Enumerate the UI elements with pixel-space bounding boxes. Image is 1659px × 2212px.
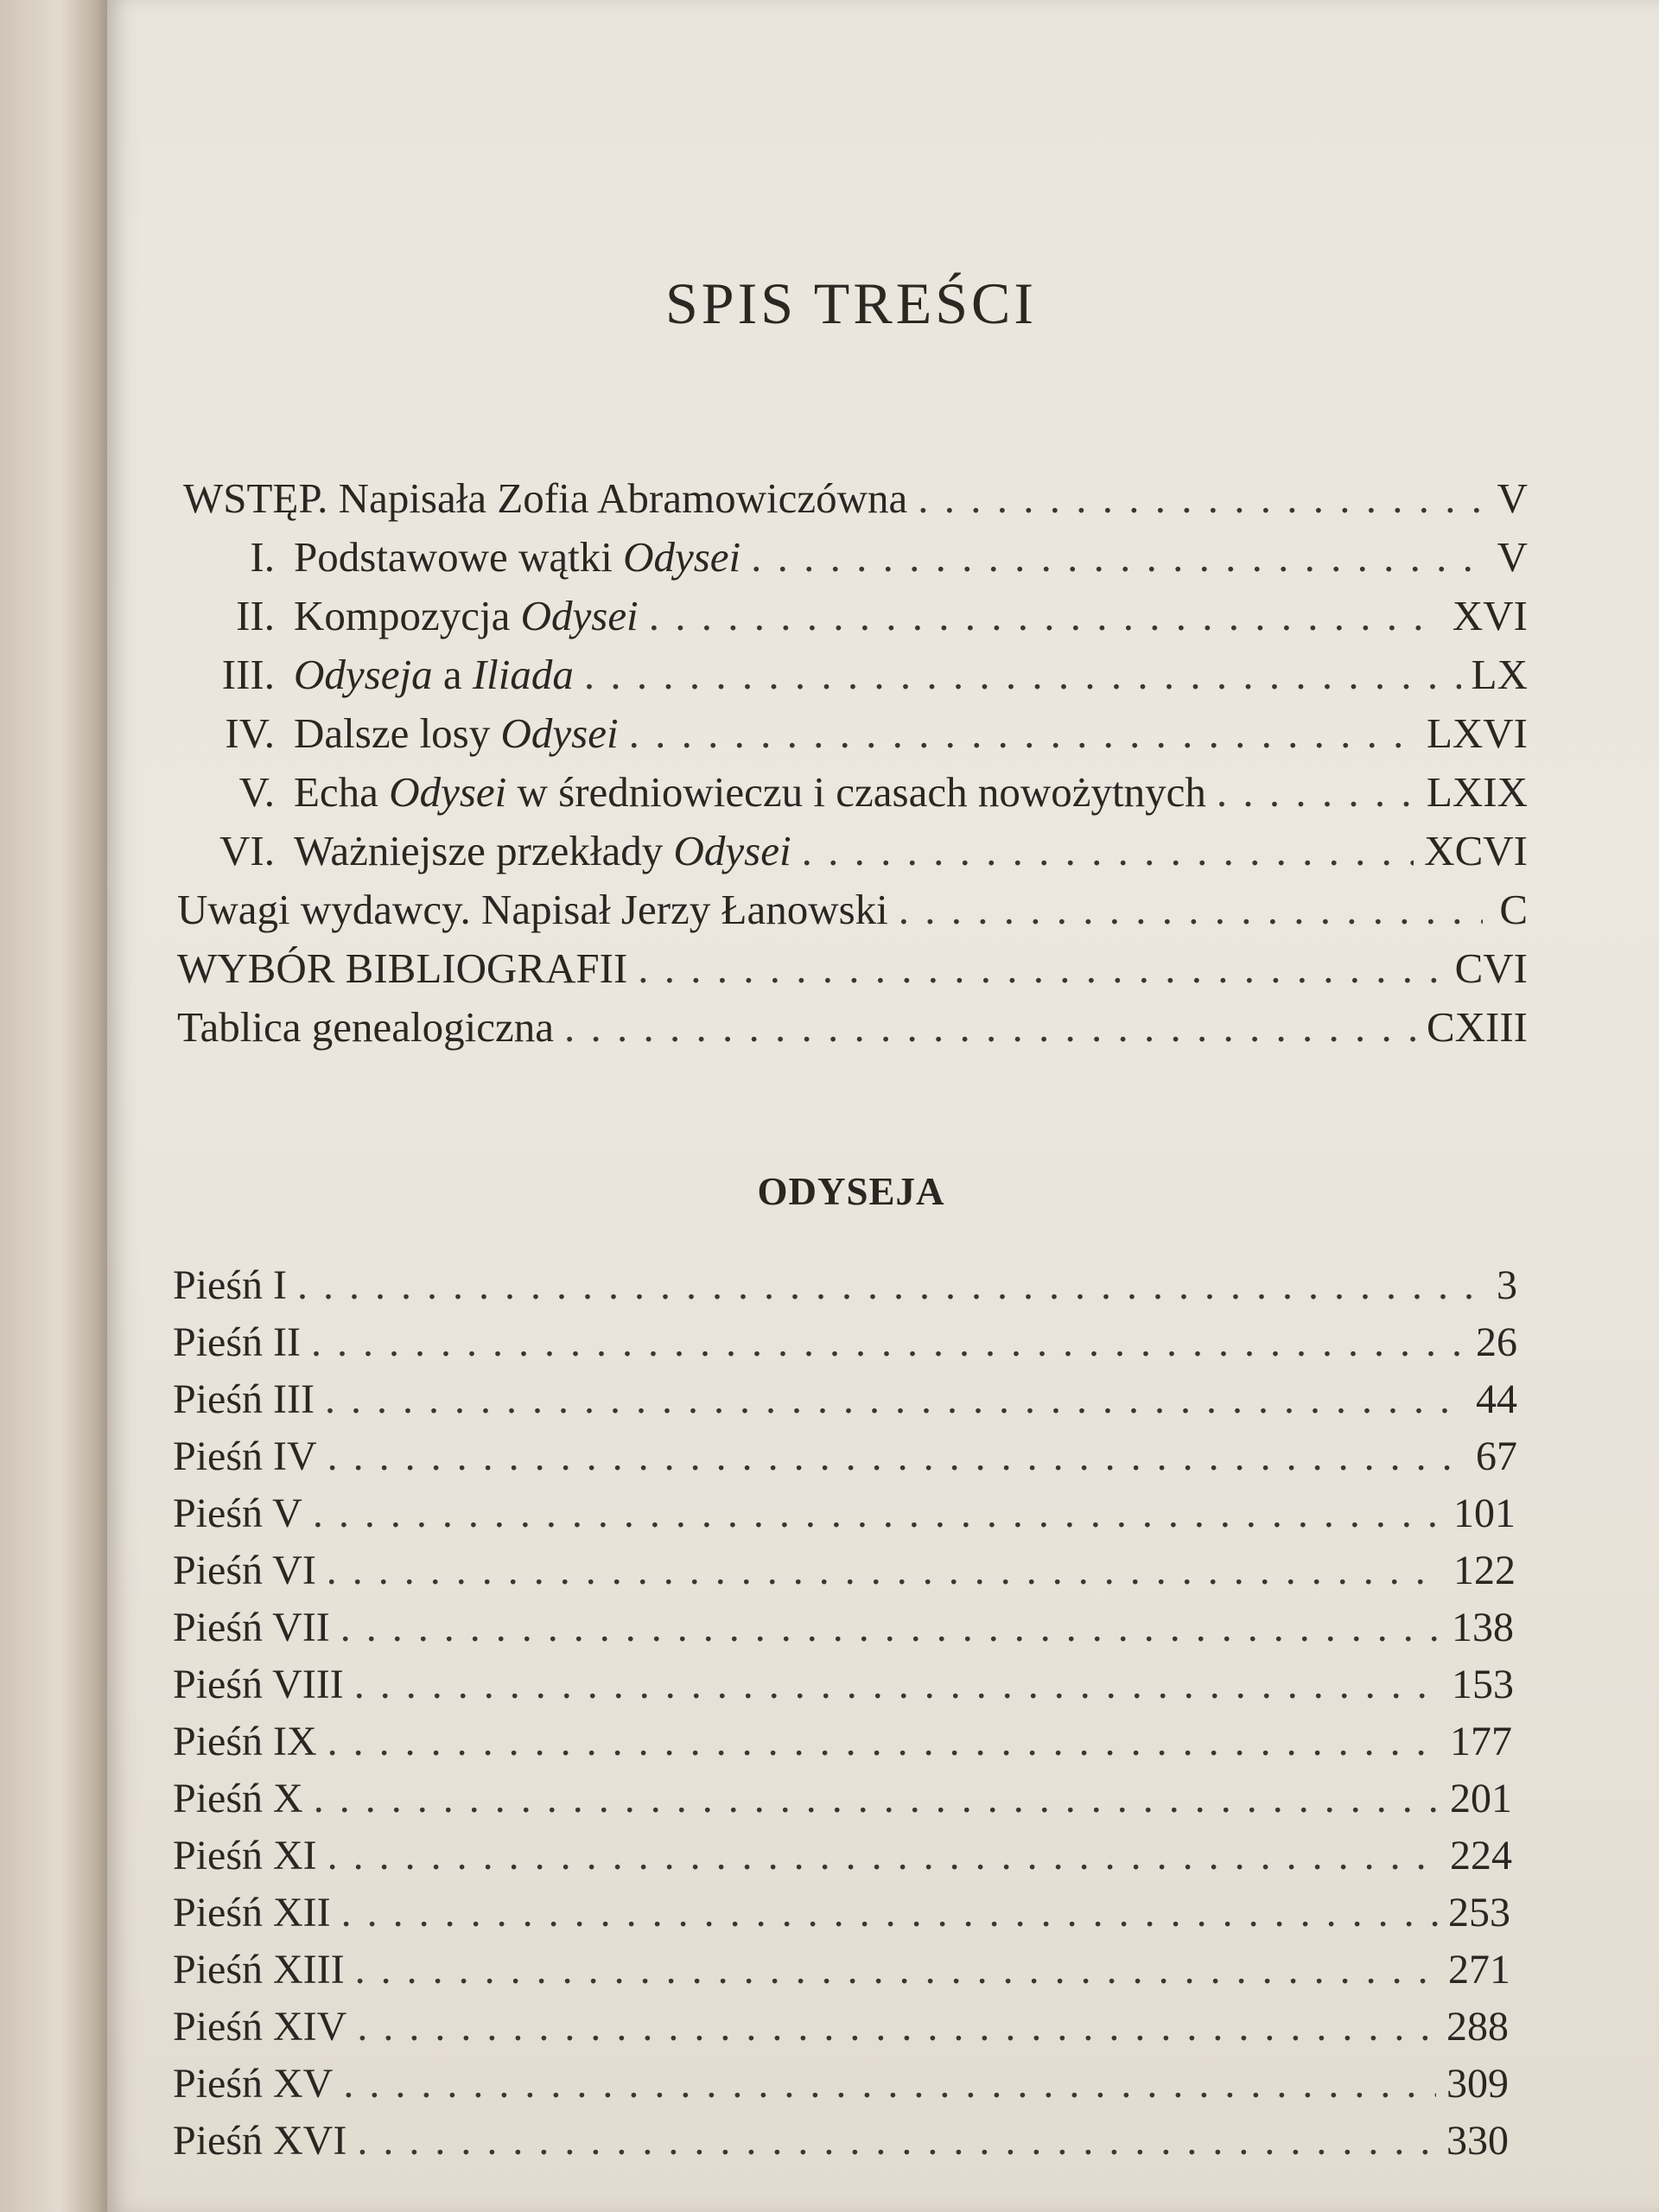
toc-entry-title: Pieśń IX (173, 1719, 317, 1764)
toc-entry-title: Podstawowe wątki Odysei (294, 533, 741, 581)
dot-leader (629, 709, 1416, 758)
section-title: ODYSEJA (757, 1170, 945, 1213)
toc-entry-title: Pieśń XIII (173, 1947, 345, 1993)
dot-leader (649, 591, 1442, 640)
dot-leader (327, 1547, 1443, 1594)
dot-leader (340, 1604, 1441, 1651)
toc-entry (183, 474, 1528, 523)
toc-entry (173, 1889, 1510, 1936)
toc-entry-title: Ważniejsze przekłady Odysei (294, 827, 791, 874)
dot-leader (311, 1319, 1465, 1366)
dot-leader (751, 532, 1483, 582)
toc-entry-title: Dalsze losy Odysei (294, 709, 619, 757)
toc-page-number: 44 (1476, 1376, 1517, 1422)
toc-page-number: 153 (1452, 1662, 1514, 1707)
toc-entry (173, 2060, 1509, 2107)
toc-entry (177, 944, 1528, 993)
dot-leader (584, 650, 1461, 699)
toc-entry-title: Pieśń X (173, 1776, 303, 1821)
toc-entry (173, 1547, 1516, 1594)
toc-entry (204, 591, 1528, 640)
toc-entry (173, 1490, 1516, 1537)
toc-entry (204, 532, 1528, 582)
toc-entry (177, 885, 1528, 934)
toc-page-number: 201 (1450, 1776, 1512, 1821)
toc-entry-title: WYBÓR BIBLIOGRAFII (177, 944, 628, 992)
toc-page-number: 309 (1446, 2061, 1509, 2107)
toc-entry-title: Pieśń I (173, 1262, 287, 1308)
dot-leader (355, 1946, 1438, 1993)
toc-entry-title: Odyseja a Iliada (294, 651, 574, 698)
toc-entry-title: Pieśń II (173, 1319, 301, 1365)
toc-entry-title: Pieśń XI (173, 1833, 317, 1878)
toc-page-number: CXIII (1426, 1003, 1528, 1051)
toc-page-number: C (1499, 886, 1528, 933)
dot-leader (325, 1376, 1465, 1423)
toc-entry-title: WSTĘP. Napisała Zofia Abramowiczówna (183, 474, 908, 522)
toc-page-number: 224 (1450, 1833, 1512, 1878)
toc-entry (173, 1775, 1512, 1822)
toc-entry-number: VI. (219, 827, 275, 874)
toc-entry-title: Pieśń III (173, 1376, 315, 1422)
toc-entry-title: Pieśń XII (173, 1890, 331, 1936)
toc-entry-number: V. (238, 768, 275, 816)
dot-leader (802, 826, 1414, 875)
toc-entry-title: Uwagi wydawcy. Napisał Jerzy Łanowski (177, 886, 888, 933)
toc-entry-title: Pieśń V (173, 1491, 302, 1536)
toc-entry-number: I. (250, 533, 275, 581)
toc-page-number: 330 (1446, 2118, 1509, 2164)
toc-page-number: XVI (1452, 592, 1528, 639)
toc-entry-title: Pieśń XIV (173, 2004, 347, 2050)
toc-entry-title: Pieśń XVI (173, 2118, 347, 2164)
toc-entry (204, 650, 1528, 699)
toc-entry-number: III. (221, 651, 275, 698)
toc-entry (173, 1262, 1517, 1309)
toc-entry (173, 1832, 1512, 1879)
toc-entry-title: Tablica genealogiczna (177, 1003, 554, 1051)
toc-page-number: 101 (1453, 1491, 1516, 1536)
dot-leader (357, 2117, 1436, 2164)
toc-entry (177, 1002, 1528, 1052)
toc-entry-title: Pieśń XV (173, 2061, 334, 2107)
dot-leader (314, 1775, 1440, 1822)
toc-page-number: 26 (1476, 1319, 1517, 1365)
toc-entry (204, 826, 1528, 875)
toc-page-number: LX (1471, 651, 1528, 698)
dot-leader (918, 474, 1483, 523)
dot-leader (564, 1002, 1416, 1052)
toc-page-number: 177 (1450, 1719, 1512, 1764)
toc-entry (173, 1946, 1510, 1993)
toc-entry-title: Echa Odysei w średniowieczu i czasach nowożytnych (294, 768, 1206, 816)
toc-entry-title: Pieśń IV (173, 1433, 317, 1479)
toc-entry-title: Kompozycja Odysei (294, 592, 639, 639)
page-title: SPIS TREŚCI (664, 270, 1038, 336)
toc-page-number: CVI (1454, 944, 1528, 992)
dot-leader (327, 1718, 1440, 1765)
toc-entry (204, 767, 1528, 817)
toc-entry-title: Pieśń VI (173, 1548, 316, 1593)
toc-entry (204, 709, 1528, 758)
dot-leader (341, 1889, 1438, 1936)
toc-page-number: 253 (1448, 1890, 1510, 1936)
toc-page-number: 271 (1448, 1947, 1510, 1993)
toc-entry (173, 1718, 1512, 1765)
dot-leader (1217, 767, 1416, 817)
toc-page-number: 138 (1452, 1605, 1514, 1650)
toc-page-number: V (1497, 533, 1528, 581)
dot-leader (357, 2003, 1436, 2050)
dot-leader (327, 1433, 1465, 1480)
toc-entry (173, 2117, 1509, 2164)
toc-entry (173, 1319, 1517, 1366)
toc-page-number: 3 (1497, 1262, 1517, 1308)
toc-entry-number: II. (236, 592, 275, 639)
toc-entry (173, 1433, 1517, 1480)
toc-page-number: LXIX (1426, 768, 1528, 816)
toc-entry-title: Pieśń VIII (173, 1662, 344, 1707)
dot-leader (354, 1661, 1441, 1708)
toc-entry (173, 1376, 1517, 1423)
toc-entry-number: IV. (225, 709, 275, 757)
toc-entry (173, 1661, 1514, 1708)
dot-leader (313, 1490, 1443, 1537)
toc-page-number: LXVI (1426, 709, 1528, 757)
dot-leader (343, 2060, 1436, 2107)
toc-entry (173, 1604, 1514, 1651)
toc-page-number: V (1497, 474, 1528, 522)
dot-leader (638, 944, 1444, 993)
dot-leader (899, 885, 1483, 934)
toc-entry (173, 2003, 1509, 2050)
toc-page-number: 288 (1446, 2004, 1509, 2050)
toc-entry-title: Pieśń VII (173, 1605, 330, 1650)
toc-page-number: XCVI (1424, 827, 1528, 874)
toc-page-number: 67 (1476, 1433, 1517, 1479)
dot-leader (327, 1832, 1440, 1879)
toc-page-number: 122 (1453, 1548, 1516, 1593)
dot-leader (297, 1262, 1472, 1309)
